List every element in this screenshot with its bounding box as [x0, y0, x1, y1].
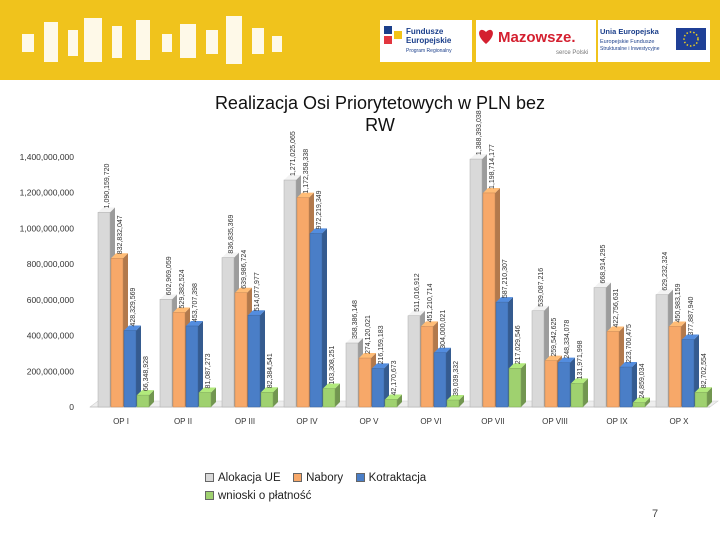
bar [359, 358, 371, 407]
data-label: 836,835,369 [228, 214, 235, 254]
y-tick-label: 0 [69, 402, 74, 412]
bar [346, 343, 358, 407]
bar [323, 389, 335, 407]
data-label: 216,159,183 [378, 325, 385, 365]
bar [532, 311, 544, 407]
bar [633, 403, 645, 407]
mazowsze-wordmark: Mazowsze. [498, 29, 576, 46]
fe-line2: Europejskie [406, 36, 452, 45]
y-tick-label: 1,200,000,000 [19, 187, 74, 198]
page-number: 7 [652, 508, 659, 520]
y-tick-label: 1,000,000,000 [19, 223, 74, 234]
ue-line3: Strukturalne i Inwestycyjne [600, 46, 660, 52]
data-label: 81,087,273 [205, 353, 212, 389]
bar [111, 258, 123, 407]
legend [205, 469, 535, 502]
y-tick-label: 800,000,000 [26, 259, 74, 270]
data-label: 1,198,714,177 [489, 144, 496, 189]
data-label: 66,348,928 [143, 356, 150, 392]
category-label: OP VIII [542, 417, 568, 426]
y-tick-label: 400,000,000 [26, 330, 74, 341]
bar [408, 316, 420, 407]
legend-item-kotraktacja [356, 472, 427, 484]
data-label: 451,210,714 [427, 283, 434, 323]
data-label: 82,384,541 [267, 353, 274, 389]
legend-label: Nabory [306, 471, 344, 484]
data-label: 1,388,393,038 [476, 110, 483, 156]
data-label: 1,172,358,338 [303, 148, 310, 194]
bar [124, 331, 136, 407]
data-label: 223,700,475 [626, 324, 633, 364]
bar [607, 332, 619, 407]
data-label: 39,039,332 [453, 360, 460, 397]
data-label: 450,983,159 [675, 283, 682, 323]
bar [222, 258, 234, 407]
bar [545, 361, 557, 407]
data-label: 1,271,025,065 [290, 131, 297, 177]
bar [98, 212, 110, 407]
data-label: 422,756,631 [613, 288, 620, 328]
category-label: OP VI [420, 417, 442, 426]
data-label: 539,087,216 [538, 267, 545, 307]
bar [372, 368, 384, 407]
category-label: OP III [234, 417, 256, 426]
bar [186, 326, 198, 407]
data-label: 629,232,324 [662, 251, 669, 291]
fe-line1: Fundusze [406, 27, 444, 36]
data-label: 453,707,398 [192, 283, 199, 322]
category-label: OP I [113, 417, 129, 426]
data-label: 972,219,349 [316, 190, 323, 230]
data-label: 103,308,251 [329, 345, 336, 385]
data-label: 358,386,148 [352, 300, 359, 340]
legend-swatch [293, 473, 302, 482]
bar [310, 233, 322, 407]
bar [199, 393, 211, 407]
bar-side [521, 363, 526, 407]
legend-item-wnioski [205, 490, 311, 502]
data-label: 587,210,307 [502, 259, 509, 299]
bar [421, 326, 433, 407]
legend-label: Alokacja UE [218, 471, 281, 484]
legend-label: wnioski o płatność [218, 489, 312, 502]
bar [470, 159, 482, 407]
bar [509, 368, 521, 407]
data-label: 304,000,021 [440, 309, 447, 349]
bar-side [322, 228, 327, 407]
bar [297, 198, 309, 407]
bar [656, 295, 668, 407]
data-label: 259,542,625 [551, 317, 558, 357]
legend-label: Kotraktacja [368, 471, 427, 484]
data-label: 217,029,546 [515, 325, 522, 365]
bar [571, 383, 583, 407]
category-label: OP II [173, 417, 193, 426]
bar [594, 288, 606, 407]
data-label: 131,971,998 [577, 340, 584, 380]
data-label: 514,077,977 [254, 272, 261, 312]
bar [434, 353, 446, 407]
data-label: 511,016,912 [414, 273, 421, 312]
category-label: OP IV [296, 417, 318, 426]
bar [284, 180, 296, 407]
category-label: OP IX [606, 417, 628, 426]
bar [669, 326, 681, 407]
data-label: 248,334,078 [564, 319, 571, 359]
bar [137, 395, 149, 407]
y-tick-label: 1,400,000,000 [19, 152, 74, 162]
bar-side [583, 378, 588, 407]
data-label: 377,887,940 [688, 296, 695, 336]
ue-line1: Unia Europejska [600, 27, 659, 36]
bar [483, 193, 495, 407]
bar [620, 367, 632, 407]
bar [261, 392, 273, 407]
data-label: 639,986,724 [241, 249, 248, 289]
bar [248, 315, 260, 407]
category-label: OP VII [481, 417, 505, 426]
data-label: 602,969,059 [166, 256, 173, 296]
bar [173, 312, 185, 407]
data-label: 529,382,524 [179, 269, 186, 309]
bar [558, 363, 570, 407]
legend-swatch [205, 473, 214, 482]
bar [385, 399, 397, 407]
fe-sub: Program Regionalny [406, 48, 452, 54]
bar [160, 299, 172, 407]
bar [235, 293, 247, 407]
bar [695, 392, 707, 407]
x-axis-categories [113, 417, 689, 426]
data-label: 668,914,295 [600, 244, 607, 284]
y-tick-label: 600,000,000 [26, 294, 74, 305]
bars-group [90, 110, 718, 407]
data-label: 428,329,569 [130, 287, 137, 327]
bar [447, 400, 459, 407]
y-axis [20, 152, 75, 412]
data-label: 82,702,554 [701, 353, 708, 389]
bar [496, 302, 508, 407]
legend-swatch [356, 473, 365, 482]
chart-title-text: Realizacja Osi Priorytetowych w PLN bez RW [214, 93, 546, 135]
y-tick-label: 200,000,000 [26, 366, 74, 377]
ue-line2: Europejskie Fundusze [600, 39, 655, 45]
data-label: 24,859,034 [639, 363, 646, 399]
category-label: OP X [669, 417, 689, 426]
data-label: 42,170,673 [391, 360, 398, 396]
legend-swatch [205, 491, 214, 500]
data-label: 832,832,047 [117, 215, 124, 255]
data-label: 1,090,159,720 [104, 163, 111, 209]
legend-item-nabory [293, 472, 343, 484]
legend-item-alokacja [205, 472, 281, 484]
bar [682, 340, 694, 407]
category-label: OP V [359, 417, 379, 426]
mazowsze-tagline: serce Polski [556, 50, 589, 56]
data-label: 274,120,021 [365, 315, 372, 355]
